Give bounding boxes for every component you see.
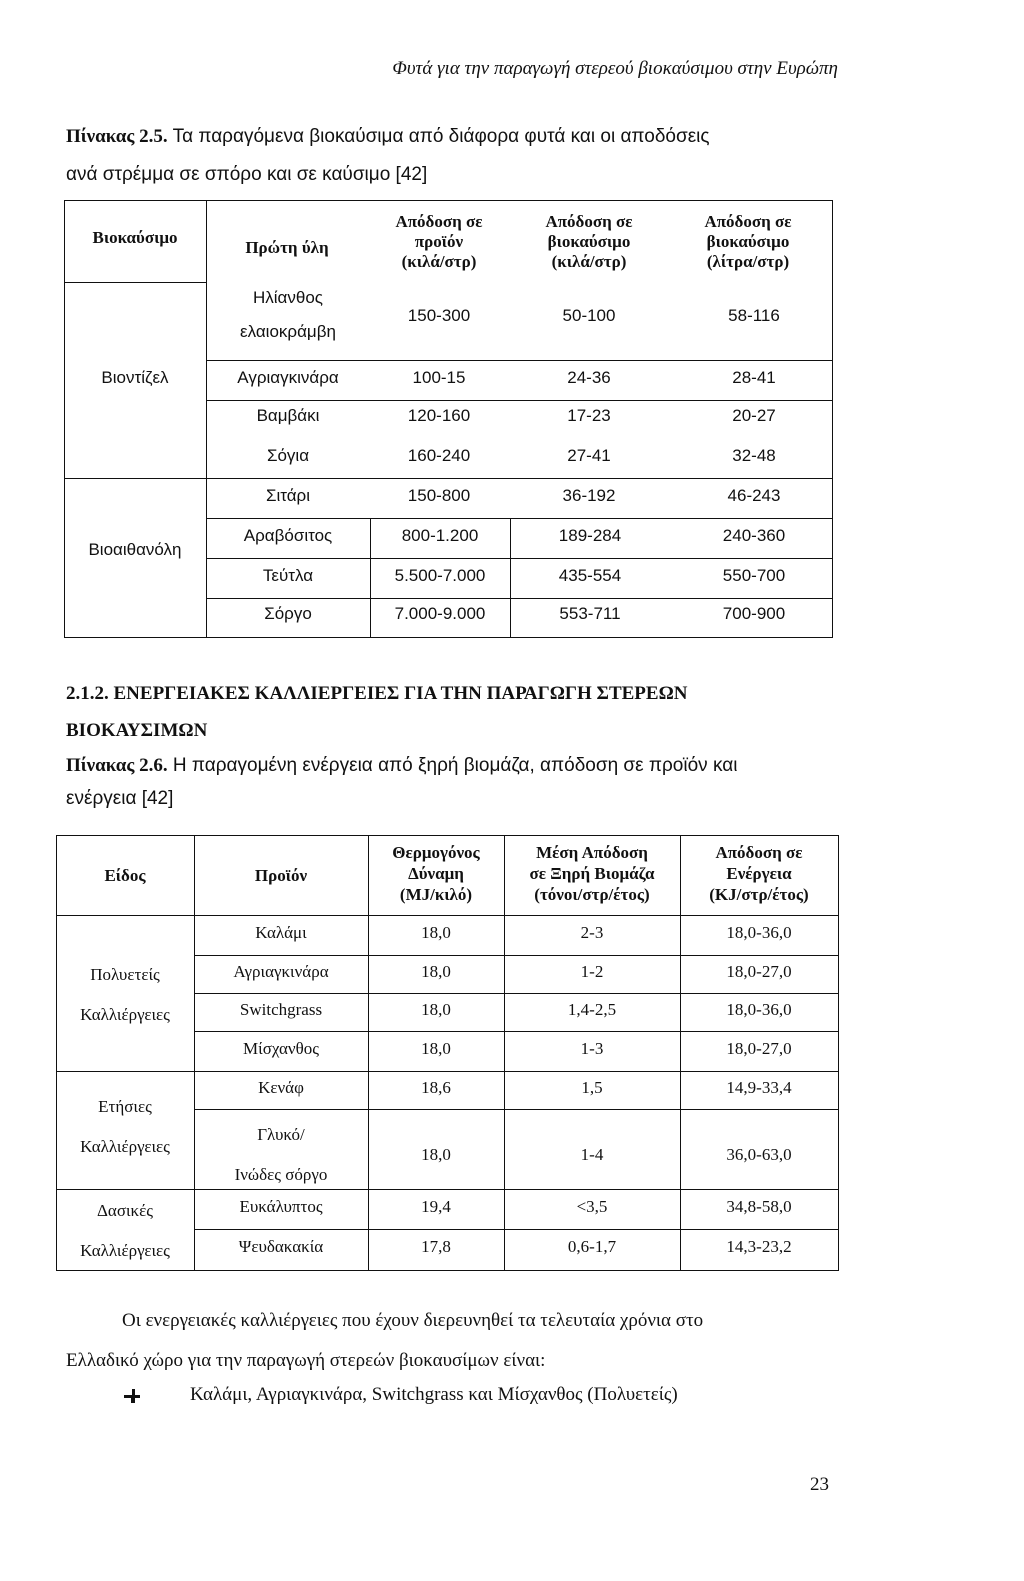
- t2-row3-avg: 1,4-2,5: [567, 1000, 617, 1019]
- t2-row1-heat: 18,0: [421, 923, 451, 942]
- table-2-6-caption: [66, 749, 846, 815]
- t2-row6-energy: 36,0-63,0: [726, 1145, 792, 1164]
- paragraph-line1: Οι ενεργειακές καλλιέργειες που έχουν διερευνηθεί τα τελευταία χρόνια στο: [122, 1310, 704, 1331]
- group-annual-l1: Ετήσιες: [98, 1097, 152, 1116]
- row1-raw: [206, 288, 370, 342]
- header-type: Είδος: [104, 866, 146, 885]
- header-avg-yield-l1: Μέση Απόδοση: [536, 843, 648, 862]
- t2-row6-product: [194, 1115, 368, 1195]
- row7-raw: Τεύτλα: [262, 566, 314, 585]
- header-energy-yield-l3: (KJ/στρ/έτος): [709, 885, 809, 904]
- pointing-hand-icon: [122, 1383, 144, 1405]
- running-head: Φυτά για την παραγωγή στερεού βιοκαύσιμου στην Ευρώπη: [392, 58, 838, 79]
- group-perennial-l2: Καλλιέργειες: [80, 1005, 170, 1024]
- row7-product: 5.500-7.000: [394, 566, 486, 585]
- header-yield-fuel-kg: [514, 212, 664, 272]
- row3-product: 120-160: [407, 406, 471, 425]
- t2-row4-energy: 18,0-27,0: [726, 1039, 792, 1058]
- row4-raw: Σόγια: [266, 446, 310, 465]
- t2-row8-energy: 14,3-23,2: [726, 1237, 792, 1256]
- row4-fuel-kg: 27-41: [567, 446, 611, 465]
- table-2-5-label: Πίνακας 2.5.: [66, 126, 168, 147]
- group-forest-l1: Δασικές: [96, 1201, 153, 1220]
- group-annual: [56, 1087, 194, 1167]
- table-2-5-caption-line1: Τα παραγόμενα βιοκαύσιμα από διάφορα φυτά και οι αποδόσεις: [172, 126, 710, 147]
- row8-fuel-kg: 553-711: [559, 604, 621, 623]
- row8-product: 7.000-9.000: [394, 604, 486, 623]
- section-heading-line1: 2.1.2. ΕΝΕΡΓΕΙΑΚΕΣ ΚΑΛΛΙΕΡΓΕΙΕΣ ΓΙΑ ΤΗΝ ΠΑΡΑΓΩΓΗ ΣΤΕΡΕΩΝ: [66, 683, 688, 704]
- row6-fuel-kg: 189-284: [558, 526, 622, 545]
- row3-fuel-l: 20-27: [732, 406, 776, 425]
- bullet-item: Καλάμι, Αγριαγκινάρα, Switchgrass και Μίσχανθος (Πολυετείς): [190, 1384, 678, 1405]
- header-avg-yield-l2: σε Ξηρή Βιομάζα: [529, 864, 655, 883]
- t2-row2-avg: 1-2: [580, 962, 604, 981]
- t2-row4-avg: 1-3: [580, 1039, 604, 1058]
- row3-raw: Βαμβάκι: [256, 406, 320, 425]
- t2-row6-heat: 18,0: [421, 1145, 451, 1164]
- group-forest: [56, 1191, 194, 1271]
- header-yield-product-l1: Απόδοση σε: [395, 212, 483, 231]
- table-2-5-caption-line2: ανά στρέμμα σε σπόρο και σε καύσιμο [42]: [66, 164, 428, 185]
- t2-row1-avg: 2-3: [580, 923, 604, 942]
- row7-fuel-l: 550-700: [722, 566, 786, 585]
- header-yield-fuel-l-l2: βιοκαύσιμο: [706, 232, 790, 251]
- row1-product: 150-300: [407, 306, 471, 325]
- t2-row6-product-l2: Ινώδες σόργο: [234, 1165, 328, 1184]
- t2-row7-product: Ευκάλυπτος: [239, 1197, 323, 1216]
- header-energy-yield: [680, 842, 838, 905]
- group-bioethanol: Βιοαιθανόλη: [88, 540, 182, 559]
- t2-row4-product: Μίσχανθος: [243, 1039, 319, 1058]
- row3-fuel-kg: 17-23: [567, 406, 611, 425]
- header-energy-yield-l2: Ενέργεια: [726, 864, 792, 883]
- group-annual-l2: Καλλιέργειες: [80, 1137, 170, 1156]
- t2-row5-product: Κενάφ: [258, 1078, 304, 1097]
- row1-raw-l1: Ηλίανθος: [253, 288, 323, 307]
- row6-product: 800-1.200: [401, 526, 479, 545]
- t2-row3-product: Switchgrass: [239, 1000, 323, 1019]
- group-biodiesel: Βιοντίζελ: [101, 368, 169, 387]
- row1-fuel-kg: 50-100: [562, 306, 616, 325]
- row2-fuel-l: 28-41: [732, 368, 776, 387]
- t2-row7-energy: 34,8-58,0: [726, 1197, 792, 1216]
- t2-row2-heat: 18,0: [421, 962, 451, 981]
- t2-row5-energy: 14,9-33,4: [726, 1078, 792, 1097]
- table-2-6-caption-line2: ενέργεια [42]: [66, 788, 174, 809]
- t2-row3-heat: 18,0: [421, 1000, 451, 1019]
- table-2-5-caption: [66, 118, 846, 194]
- row2-raw: Αγριαγκινάρα: [237, 368, 339, 387]
- t2-row5-heat: 18,6: [421, 1078, 451, 1097]
- t2-row6-product-l1: Γλυκό/: [257, 1125, 305, 1144]
- row4-product: 160-240: [407, 446, 471, 465]
- t2-row8-heat: 17,8: [421, 1237, 451, 1256]
- header-yield-product-l2: προϊόν: [414, 232, 464, 251]
- header-avg-yield: [504, 842, 680, 905]
- row6-fuel-l: 240-360: [722, 526, 786, 545]
- row1-fuel-l: 58-116: [728, 306, 780, 325]
- t2-row2-product: Αγριαγκινάρα: [233, 962, 329, 981]
- row1-raw-l2: ελαιοκράμβη: [240, 322, 336, 341]
- header-yield-fuel-kg-l1: Απόδοση σε: [545, 212, 633, 231]
- t2-row3-energy: 18,0-36,0: [726, 1000, 792, 1019]
- section-heading: [66, 675, 846, 749]
- header-heat-l3: (MJ/κιλό): [399, 885, 473, 904]
- header-avg-yield-l3: (τόνοι/στρ/έτος): [534, 885, 650, 904]
- header-heat-value: [368, 842, 504, 905]
- header-yield-fuel-l-l1: Απόδοση σε: [704, 212, 792, 231]
- row5-fuel-kg: 36-192: [562, 486, 616, 505]
- t2-row7-heat: 19,4: [421, 1197, 451, 1216]
- row5-raw: Σιτάρι: [265, 486, 311, 505]
- header-product: Προϊόν: [254, 866, 308, 885]
- group-perennial: [56, 955, 194, 1035]
- table-2-6-caption-line1: Η παραγομένη ενέργεια από ξηρή βιομάζα, απόδοση σε προϊόν και: [172, 755, 738, 776]
- row2-fuel-kg: 24-36: [567, 368, 611, 387]
- t2-row5-avg: 1,5: [581, 1078, 603, 1097]
- header-heat-l2: Δύναμη: [408, 864, 464, 883]
- paragraph-line2: Ελλαδικό χώρο για την παραγωγή στερεών βιοκαυσίμων είναι:: [66, 1350, 546, 1371]
- row5-product: 150-800: [407, 486, 471, 505]
- header-energy-yield-l1: Απόδοση σε: [715, 843, 803, 862]
- section-heading-line2: ΒΙΟΚΑΥΣΙΜΩΝ: [66, 720, 208, 741]
- t2-row6-avg: 1-4: [580, 1145, 604, 1164]
- t2-row8-product: Ψευδακακία: [238, 1237, 324, 1256]
- row8-fuel-l: 700-900: [722, 604, 786, 623]
- row8-raw: Σόργο: [264, 604, 312, 623]
- t2-row7-avg: <3,5: [576, 1197, 608, 1216]
- header-raw-material: Πρώτη ύλη: [245, 238, 329, 257]
- header-fuel: Βιοκαύσιμο: [92, 228, 178, 247]
- group-perennial-l1: Πολυετείς: [90, 965, 160, 984]
- header-yield-fuel-kg-l2: βιοκαύσιμο: [547, 232, 631, 251]
- t2-row1-energy: 18,0-36,0: [726, 923, 792, 942]
- table-2-6: [56, 835, 840, 1271]
- group-forest-l2: Καλλιέργειες: [80, 1241, 170, 1260]
- t2-row4-heat: 18,0: [421, 1039, 451, 1058]
- header-yield-fuel-kg-l3: (κιλά/στρ): [551, 252, 627, 271]
- header-yield-product: [364, 212, 514, 272]
- page-number: 23: [810, 1474, 829, 1495]
- header-yield-fuel-l: [664, 212, 832, 272]
- table-2-6-label: Πίνακας 2.6.: [66, 755, 168, 776]
- t2-row1-product: Καλάμι: [255, 923, 307, 942]
- row7-fuel-kg: 435-554: [558, 566, 622, 585]
- t2-row2-energy: 18,0-27,0: [726, 962, 792, 981]
- header-yield-fuel-l-l3: (λίτρα/στρ): [706, 252, 790, 271]
- row4-fuel-l: 32-48: [732, 446, 776, 465]
- row6-raw: Αραβόσιτος: [243, 526, 333, 545]
- row2-product: 100-15: [412, 368, 466, 387]
- t2-row8-avg: 0,6-1,7: [567, 1237, 617, 1256]
- header-yield-product-l3: (κιλά/στρ): [401, 252, 477, 271]
- table-2-5: [64, 200, 834, 640]
- header-heat-l1: Θερμογόνος: [392, 843, 480, 862]
- row5-fuel-l: 46-243: [727, 486, 781, 505]
